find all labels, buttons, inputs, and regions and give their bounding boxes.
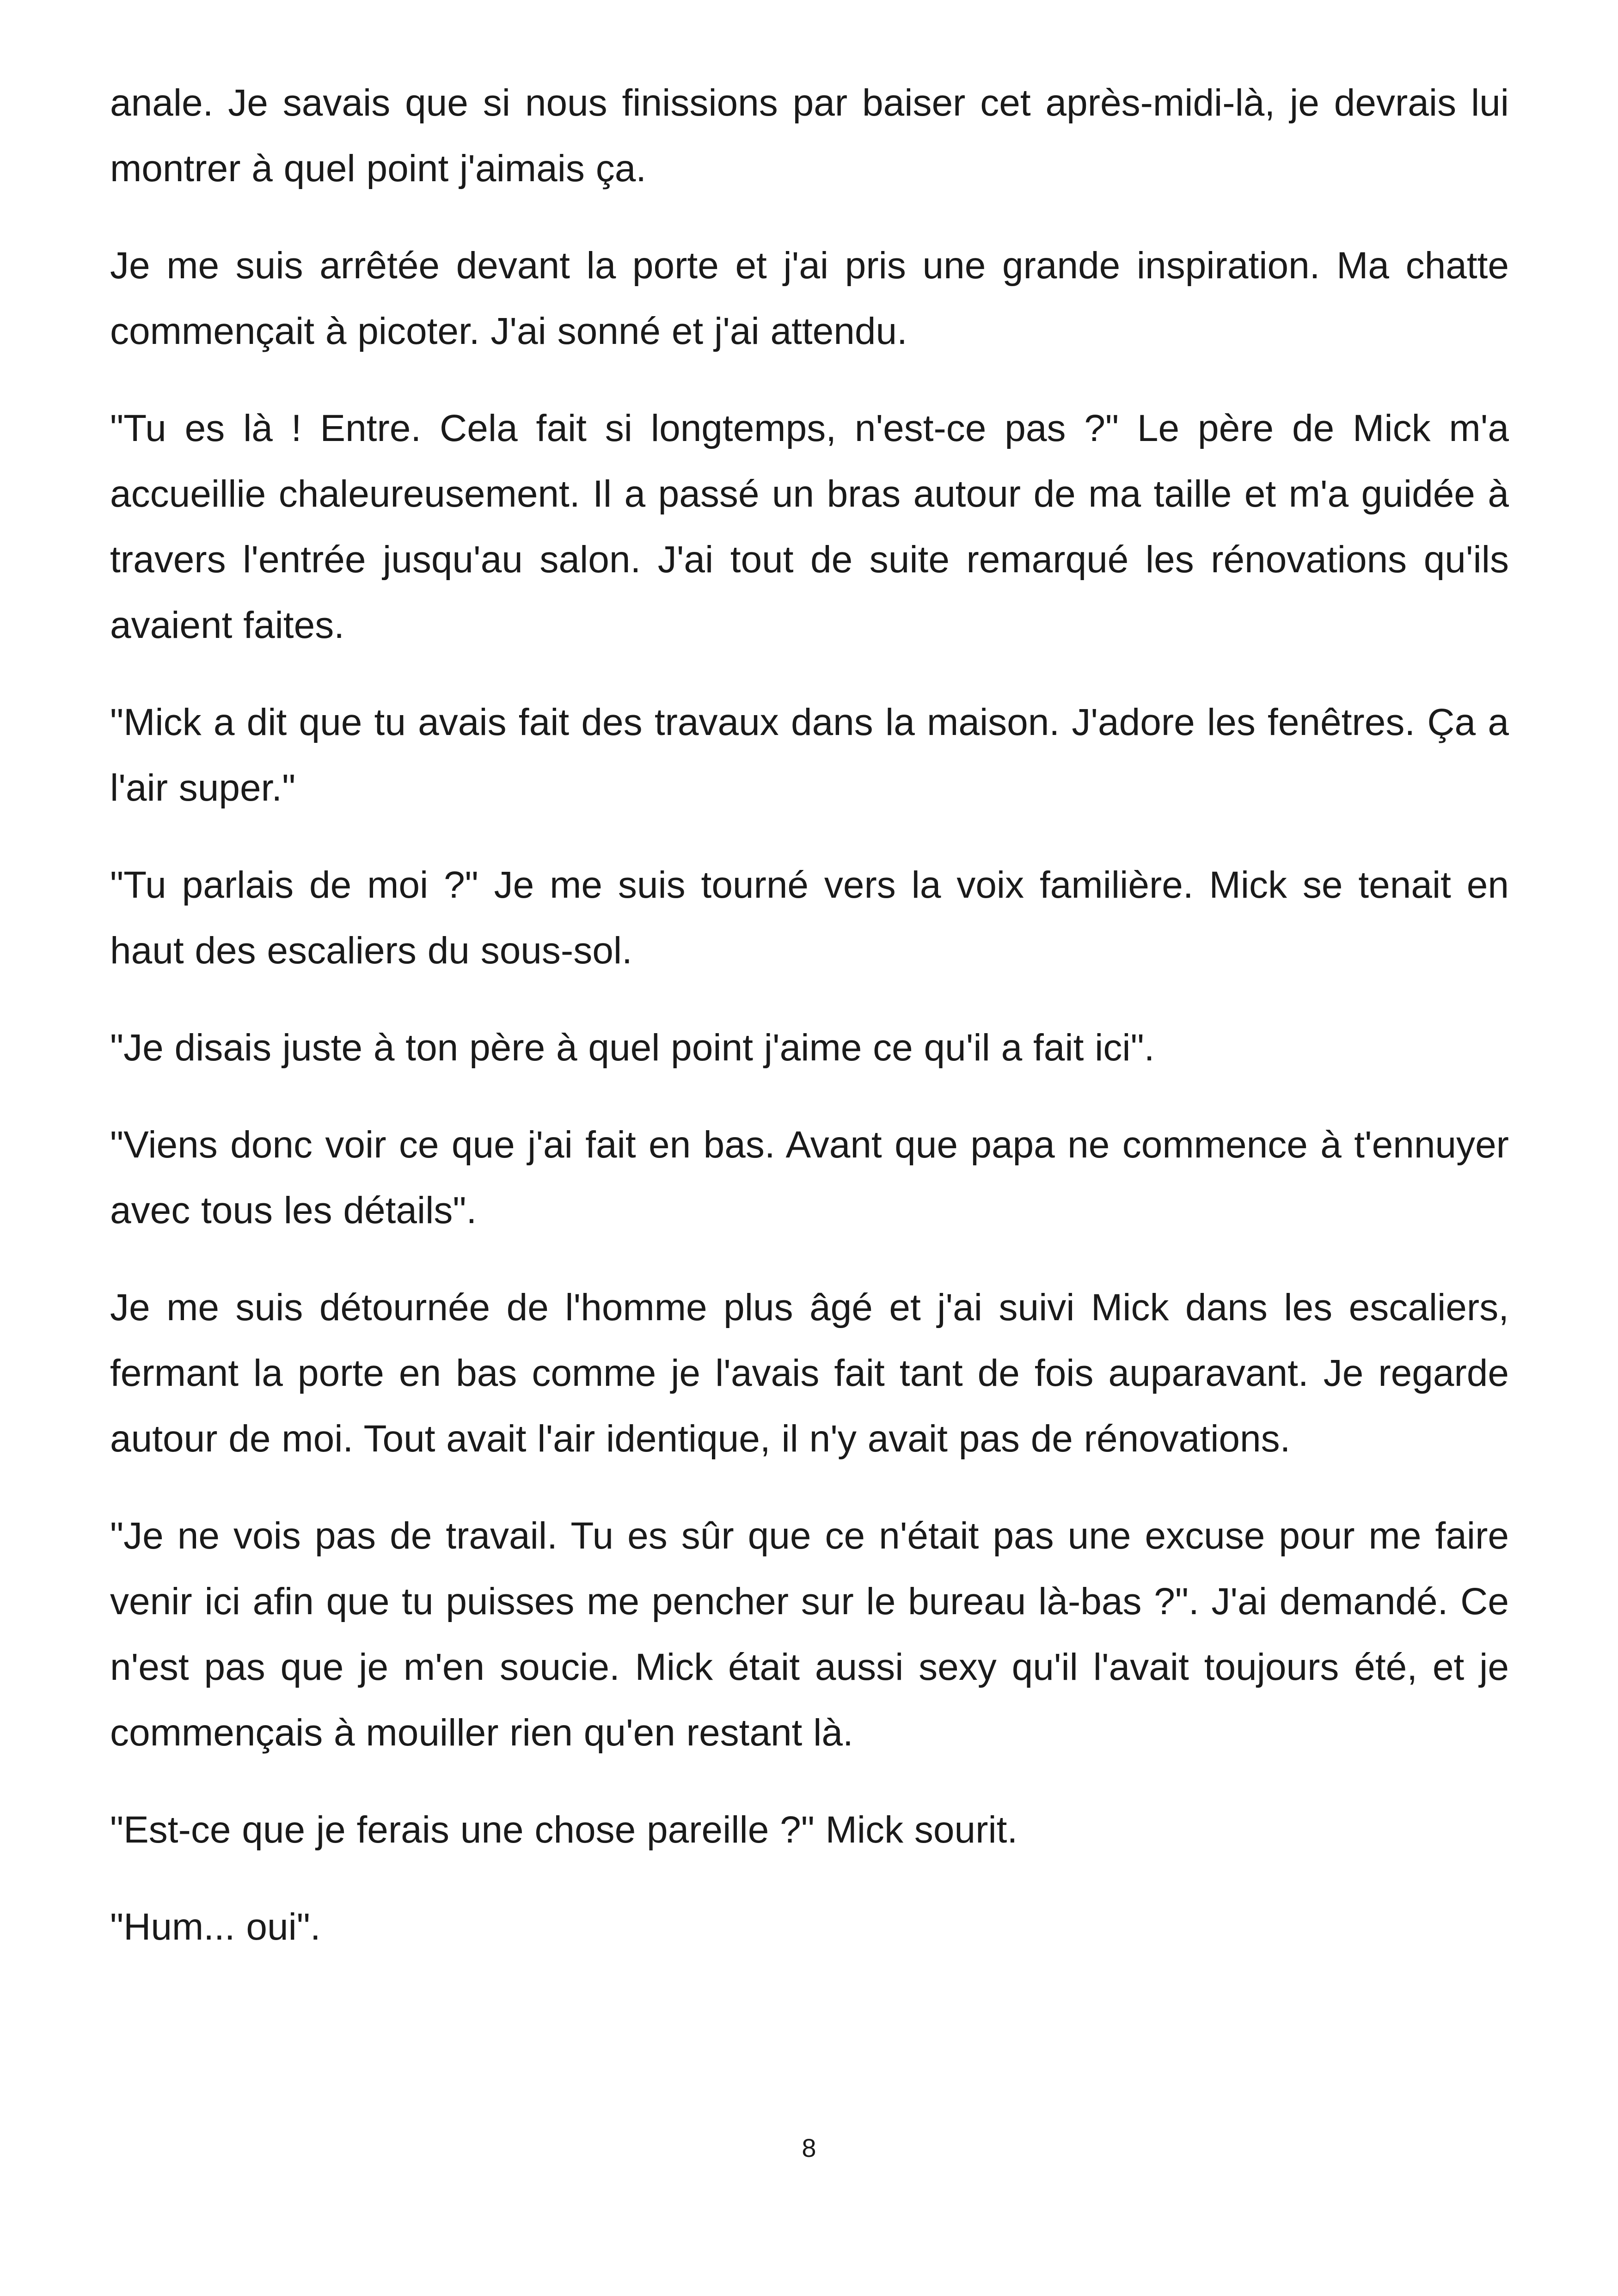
paragraph-1: anale. Je savais que si nous finissions par baiser cet après-midi-là, je devrais lui montrer à quel point j'aimais ça. bbox=[110, 82, 1509, 190]
paragraph-11: "Hum... oui". bbox=[110, 1906, 321, 1948]
page-number: 8 bbox=[802, 2133, 816, 2162]
paragraph-7: "Viens donc voir ce que j'ai fait en bas. Avant que papa ne commence à t'ennuyer avec tous les détails". bbox=[110, 1124, 1509, 1231]
paragraph-10: "Est-ce que je ferais une chose pareille ?" Mick sourit. bbox=[110, 1809, 1018, 1851]
paragraph-6: "Je disais juste à ton père à quel point j'aime ce qu'il a fait ici". bbox=[110, 1027, 1155, 1069]
paragraph-4: "Mick a dit que tu avais fait des travaux dans la maison. J'adore les fenêtres. Ça a l'air super." bbox=[110, 701, 1509, 809]
paragraph-5: "Tu parlais de moi ?" Je me suis tourné vers la voix familière. Mick se tenait en haut des escaliers du sous-sol. bbox=[110, 864, 1509, 972]
paragraph-3: "Tu es là ! Entre. Cela fait si longtemps, n'est-ce pas ?" Le père de Mick m'a accueillie chaleureusement. Il a passé un bras autour de ma taille et m'a guidée à travers l'entrée jusqu'au salon. J'ai tout de suite remarqué les rénovations qu'ils avaient faites. bbox=[110, 407, 1509, 646]
paragraph-8: Je me suis détournée de l'homme plus âgé et j'ai suivi Mick dans les escaliers, fermant la porte en bas comme je l'avais fait tant de fois auparavant. Je regarde autour de moi. Tout avait l'air identique, il n'y avait pas de rénovations. bbox=[110, 1286, 1509, 1460]
paragraph-9: "Je ne vois pas de travail. Tu es sûr que ce n'était pas une excuse pour me faire venir ici afin que tu puisses me pencher sur le bureau là-bas ?". J'ai demandé. Ce n'est pas que je m'en soucie. Mick était aussi sexy qu'il l'avait toujours été, et je commençais à mouiller rien qu'en restant là. bbox=[110, 1515, 1509, 1754]
body-text bbox=[110, 70, 1509, 1991]
paragraph-2: Je me suis arrêtée devant la porte et j'ai pris une grande inspiration. Ma chatte commençait à picoter. J'ai sonné et j'ai attendu. bbox=[110, 245, 1509, 352]
